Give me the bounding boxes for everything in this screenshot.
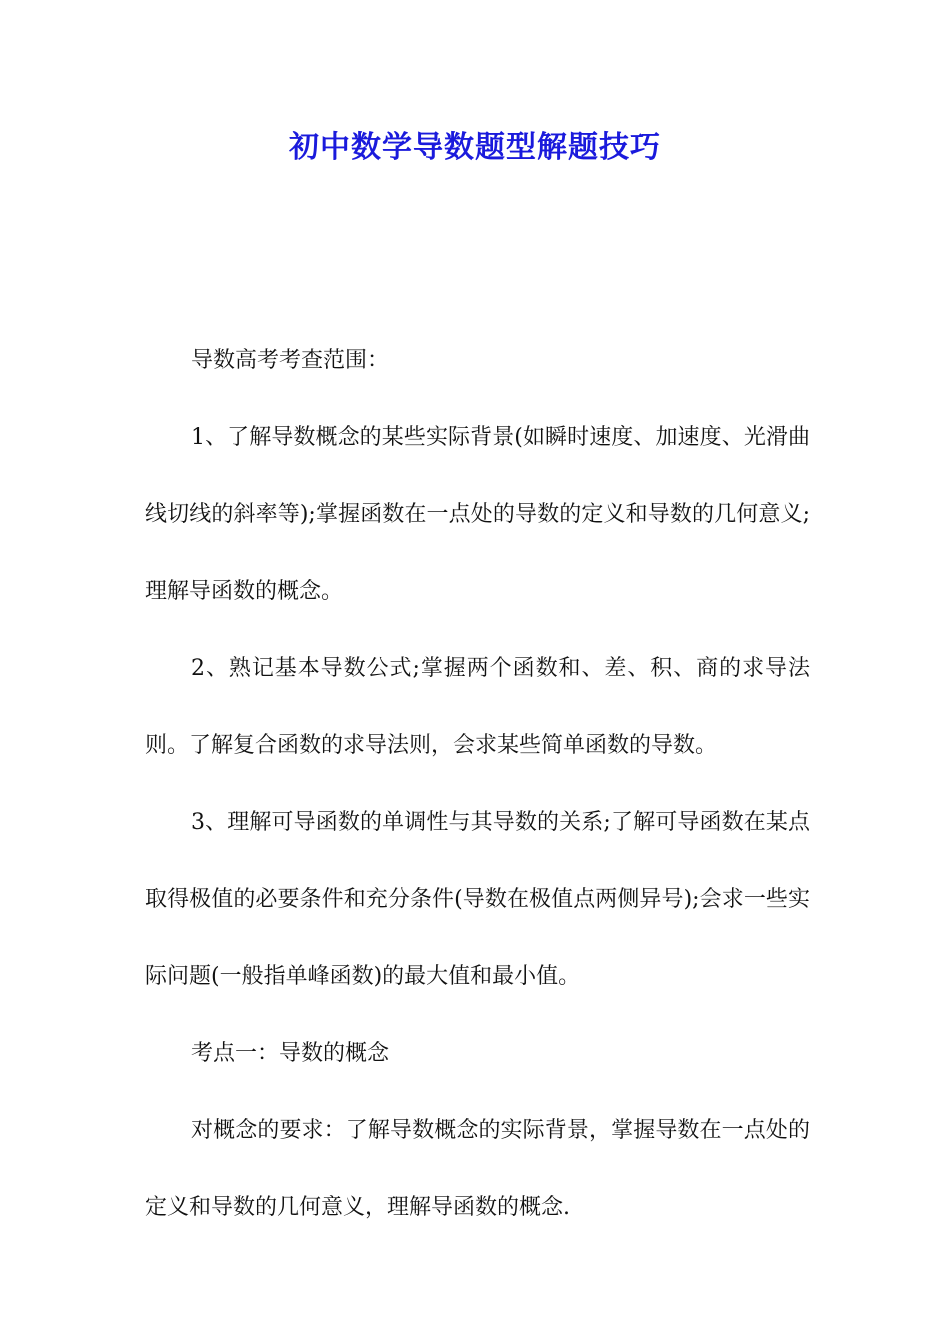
paragraph-item-3: 3、理解可导函数的单调性与其导数的关系;了解可导函数在某点取得极值的必要条件和充分条件(导数在极值点两侧异号);会求一些实际问题(一般指单峰函数)的最大值和最小值。 <box>145 810 810 989</box>
paragraph-item-1: 1、了解导数概念的某些实际背景(如瞬时速度、加速度、光滑曲线切线的斜率等);掌握函数在一点处的导数的定义和导数的几何意义;理解导函数的概念。 <box>145 425 810 604</box>
document-body <box>145 322 810 1246</box>
paragraph-item-2: 2、熟记基本导数公式;掌握两个函数和、差、积、商的求导法则。了解复合函数的求导法则，会求某些简单函数的导数。 <box>145 656 810 758</box>
paragraph-scope-heading: 导数高考考查范围： <box>191 348 390 373</box>
document-title: 初中数学导数题型解题技巧 <box>289 130 661 165</box>
paragraph-requirements: 对概念的要求：了解导数概念的实际背景，掌握导数在一点处的定义和导数的几何意义，理解导函数的概念. <box>145 1118 810 1220</box>
paragraph-section-heading: 考点一：导数的概念 <box>191 1041 390 1066</box>
